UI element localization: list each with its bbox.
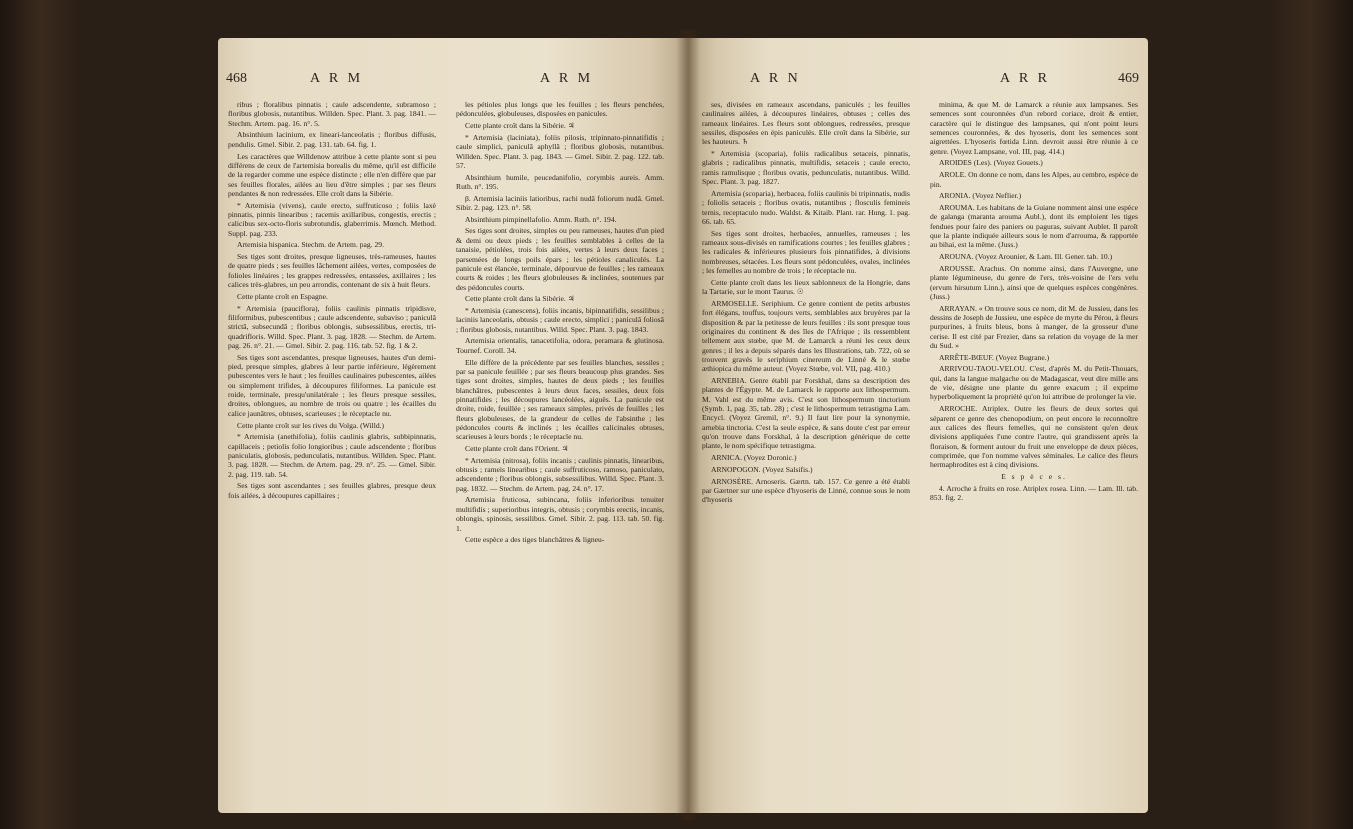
- paragraph: Cette plante croît dans l'Orient. ♃: [465, 443, 569, 453]
- paragraph: ARRAYAN. « On trouve sous ce nom, dit M. de Jussieu, dans les dessins de Joseph de Jussieu, une espèce de myrte du Pérou, à fleurs purpurines, à fruits bleus, bons à manger, de la grosseur d'une cerise. Il est cité par Frezier, dans sa relation du voyage de la mer du Sud. »: [930, 303, 1138, 350]
- paragraph: Ses tiges sont droites, presque ligneuses, très-rameuses, hautes de quatre pieds ; ses feuilles lâchement ailées, vertes, composées de folioles linéaires ; les grappes redressées, entassées, axillaires ; les calices très-glabres, un peu arrondis, contenant de six à huit fleurs.: [228, 252, 436, 290]
- paragraph: Ses tiges sont ascendantes ; ses feuilles glabres, presque deux fois ailées, à découpures capillaires ;: [228, 481, 436, 500]
- running-head: A R R: [1000, 71, 1051, 86]
- running-head: A R M: [540, 71, 594, 86]
- paragraph: ARNOPOGON. (Voyez Salsifis.): [711, 464, 813, 474]
- paragraph: AROUSSE. Arachus. On nomme ainsi, dans l'Auvergne, une plante légumineuse, du genre de l'ers, très-voisine de l'ers velu (ervum hirsutum Linn.), ainsi que de quelques espèces congénères. (Juss.): [930, 263, 1138, 301]
- paragraph: Absinthium humile, peucedanifolio, corymbis aureis. Amm. Ruth. n°. 195.: [456, 172, 664, 191]
- paragraph: ARMOSELLE. Seriphium. Ce genre contient de petits arbustes fort élégans, touffus, toujours verts, semblables aux bruyères par la disposition & par la petitesse de leurs feuilles : ils sont presque tous originaires du continent & des îles de l'Afrique ; ils ressemblent tellement aux stœbe, que M. de Lamarck a réuni les ceux deux genres ; il les a depuis séparés dans les Illustrations, tab. 722, où se trouvent gravés le seriphium cinereum de Linné & le stœbe æthiopica du même auteur. (Voyez Stœbe, vol. VII, pag. 410.): [702, 298, 910, 374]
- paragraph: Artemisia (scoparia), herbacea, foliis caulinis bi tripinnatis, nudis ; foliolis setaceis ; floribus ovatis, nutantibus ; flosculis femineis ternis, receptaculo nudo. Waldst. & Kitaib. Plant. rar. Hung. 1. pag. 66. tab. 65.: [702, 188, 910, 226]
- paragraph: ARNEBIA. Genre établi par Forskhal, dans sa description des plantes de l'Égypte. M. de Lamarck le rapporte aux lithospermum. M. Vahl est du même avis. C'est son lithospermum tinctorium (Symb. 1, pag. 35, tab. 28) ; c'est le lithospermum tetrastigma Lam. Encycl. (Voyez Gremil, n°. 9.) Il faut lire pour la synonymie, arnebia tinctoria. C'est la seule espèce, & sans doute c'est par erreur qu'on trouve dans Forskhal, à la description générique de cette plante, le nom spécifique tetrastigma.: [702, 375, 910, 451]
- paragraph: ribus ; floralibus pinnatis ; caule adscendente, subramoso ; floribus globosis, nutantibus. Willden. Spec. Plant. 3. pag. 1841. — Stechm. Artem. pag. 16. n°. 5.: [228, 100, 436, 128]
- paragraph: * Artemisia (pauciflora), foliis caulinis pinnatis tripidisve, filiformibus, pubescentibus ; caule adscendente, subaviso ; paniculâ strictâ, subsecundâ ; floribus oblongis, subsessilibus, erectis, tri-quadrifloris. Willd. Spec. Plant. 3. pag. 1828. — Stechm. de Artem. pag. 26. n°. 21. — Gmel. Sibir. 2. pag. 116. tab. 52. fig. 1 & 2.: [228, 303, 436, 350]
- paragraph: Artemisia orientalis, tanacetifolia, odora, peramara & glutinosa. Tournef. Coroll. 34.: [456, 336, 664, 355]
- paragraph: E s p è c e s.: [1001, 472, 1067, 482]
- paragraph: Cette espèce a des tiges blanchâtres & ligneu-: [465, 535, 605, 545]
- paragraph: ARNICA. (Voyez Doronic.): [711, 453, 797, 463]
- paragraph: ARRIVOU-TAOU-VELOU. C'est, d'après M. du Petit-Thouars, qui, dans la langue malgache ou de Madagascar, veut dire mille ans de vie, désigne une plante du genre exacum ; il exprime hyperboliquement la propriété qu'on lui attribue de prolonger la vie.: [930, 364, 1138, 402]
- paragraph: * Artemisia (canescens), foliis incanis, bipinnatifidis, sessilibus ; laciniis lanceolatis, obtusis ; caule erecto, simplici ; paniculâ foliosâ ; floribus globosis, nutantibus. Willd. Spec. Plant. 3. pag. 1843.: [456, 306, 664, 334]
- paragraph: Absinthium lacinium, ex lineari-lanceolatis ; floribus diffusis, pendulis. Gmel. Sibir. 2. pag. 131. tab. 64. fig. 1.: [228, 130, 436, 149]
- paragraph: Cette plante croît en Espagne.: [237, 291, 328, 301]
- paragraph: ARRÊTE-BŒUF. (Voyez Bugrane.): [939, 352, 1050, 362]
- paragraph: * Artemisia (nitrosa), foliis incanis ; caulinis pinnatis, linearibus, obtusis ; rameis linearibus ; caule suffruticoso, ramoso, paniculato, adscendente ; floribus oblongis, subsessilibus. Willd. Spec. Plant. 3. pag. 1832. — Stechm. de Artem. pag. 24. n°. 17.: [456, 455, 664, 493]
- paragraph: β. Artemisia laciniis latioribus, rachi nudâ foliorum nudâ. Gmel. Sibir. 2. pag. 123. n°. 58.: [456, 193, 664, 212]
- paragraph: ARNOSÈRE. Arnoseris. Gærtn. tab. 157. Ce genre a été établi par Gærtner sur une espèce d'hyoseris de Linné, connue sous le nom d'hyoseris: [702, 476, 910, 505]
- paragraph: Ses tiges sont droites, herbacées, annuelles, rameuses ; les rameaux sous-divisés en ramifications courtes ; les feuilles glabres ; les radicales & inférieures plusieurs fois pinnatifides, à divisions nombreuses, sétacées. Les fleurs sont pédonculées, ovales, inclinées ; les femelles au nombre de trois ; le réceptacle nu.: [702, 228, 910, 276]
- paragraph: Ses tiges sont droites, simples ou peu rameuses, hautes d'un pied & demi ou deux pieds ; les feuilles semblables à celles de la tanaisie, pétiolées, trois fois ailées, vertes à leurs deux faces ; parsemées de longs poils épars ; les pétioles canaliculés. La panicule est élancée, terminale, dépourvue de feuilles ; les rameaux courts & roides ; les fleurs globuleuses & inclinées, soutenues par des pédoncules courts.: [456, 226, 664, 292]
- paragraph: les pétioles plus longs que les feuilles ; les fleurs penchées, pédonculées, globuleuses, disposées en panicules.: [456, 100, 664, 119]
- paragraph: * Artemisia (laciniata), foliis pilosis, tripinnato-pinnatifidis ; caule simplici, paniculâ aphyllâ ; floribus globosis, nutantibus. Willden. Spec. Plant. 3. pag. 1843. — Gmel. Sibir. 2. pag. 122. tab. 57.: [456, 132, 664, 170]
- page-number: 468: [226, 71, 247, 86]
- paragraph: Elle diffère de la précédente par ses feuilles blanches, sessiles ; par sa panicule feuillée ; par ses fleurs beaucoup plus grandes. Ses tiges sont droites, simples, hautes de deux pieds ; les feuilles blanchâtres, pubescentes à leurs deux faces, sessiles, deux fois pinnatifides ; les découpures lancéolées, aiguës. La panicule est droite, roide, feuillée ; ses rameaux simples, privés de feuilles ; les fleurs globuleuses, de la grandeur de celles de l'absinthe ; les pédoncules courts & inclinés ; les écailles calicinales obtuses, scarieuses à leurs bords ; le réceptacle nu.: [456, 357, 664, 442]
- paragraph: Les caractères que Willdenow attribue à cette plante sont si peu différens de ceux de l'artemisia borealis du même, qu'il est difficile de la regarder comme une espèce distincte ; elle n'en diffère que par ses feuilles florales, ailées au lieu d'être simples ; par ses fleurs pendantes & non redressées. Elle croît dans la Sibérie.: [228, 151, 436, 198]
- paragraph: ARROCHE. Atriplex. Outre les fleurs de deux sortes qui séparent ce genre des chenopodium, on peut encore le reconnoître aux calices des fleurs femelles, qui ne consistent qu'en deux divisions appliquées l'une contre l'autre, qui grandissent après la floraison, & forment autour du fruit une enveloppe de deux pièces, comprimée, que l'on nomme valves séminales. Le calice des fleurs hermaphrodites est à cinq divisions.: [930, 404, 1138, 470]
- paragraph: AROUNA. (Voyez Arounier, & Lam. Ill. Gener. tab. 10.): [939, 252, 1113, 262]
- book-gutter: [676, 30, 700, 820]
- left-page: [218, 38, 688, 813]
- paragraph: ARONIA. (Voyez Neflier.): [939, 191, 1022, 201]
- paragraph: * Artemisia (scoparia), foliis radicalibus setaceis, pinnatis, glabris ; radicalibus pinnatis, multifidis, setaceis ; caule erecto, ramis ramulisque ; floribus ovatis, pedunculatis, nutantibus. Willd. Spec. Plant. 3. pag. 1827.: [702, 149, 910, 187]
- paragraph: Artemisia hispanica. Stechm. de Artem. pag. 29.: [237, 240, 384, 250]
- text-column: [930, 100, 1138, 505]
- paragraph: Artemisia fruticosa, subincana, foliis inferioribus tenuiter multifidis ; superioribus integris, obtusis ; corymbis erectis, incanis, oblongis, spinosis, sessilibus. Gmel. Sibir. 2. pag. 113. tab. 50. fig. 1.: [456, 495, 664, 533]
- page-number: 469: [1118, 71, 1139, 86]
- paragraph: Cette plante croît sur les rives du Volga. (Willd.): [237, 420, 385, 430]
- paragraph: * Artemisia (vivens), caule erecto, suffruticoso ; foliis laxè pinnatis, pinnis linearibus ; racemis axillaribus, congestis, erectis ; calicibus sex-octo-floris subrotundis, glaberrimis. Mœnch. Method. Suppl. pag. 233.: [228, 200, 436, 238]
- running-head: A R M: [310, 71, 364, 86]
- paragraph: AROLE. On donne ce nom, dans les Alpes, au cembro, espèce de pin.: [930, 170, 1138, 189]
- running-head: A R N: [750, 71, 801, 86]
- paragraph: AROIDES (Les). (Voyez Gouets.): [939, 158, 1043, 168]
- paragraph: AROUMA. Les habitans de la Guiane nomment ainsi une espèce de galanga (maranta arouma Aubl.), dont ils emploient les tiges fendues pour faire des paniers ou paguras, suivant Aublet. Il paroît que la plante indiquée ailleurs sous le nom d'arrouma, & rapportée au bihai, est la même. (Juss.): [930, 203, 1138, 250]
- paragraph: ses, divisées en rameaux ascendans, paniculés ; les feuilles caulinaires ailées, à découpures linéaires, obtuses ; celles des rameaux linéaires. Les fleurs sont oblongues, redressées, presque sessiles, disposées en épis paniculés. Elle croît dans la Sibérie, sur les hauteurs. ♄: [702, 100, 910, 147]
- paragraph: minima, & que M. de Lamarck a réunie aux lampsanes. Ses semences sont couronnées d'un rebord coriace, droit & entier, caractère qui le distingue des lampsanes, qui n'ont point leurs semences couronnées, & des hyoseris, dont les semences sont aigrettées. L'hyoseris fœtida Linn. devroit aussi être réunie à ce genre. (Voyez Lampsane, vol. III, pag. 414.): [930, 100, 1138, 156]
- paragraph: * Artemisia (anethifolia), foliis caulinis glabris, subbipinnatis, capillaceis ; petiolis folio longioribus ; caule adscendente ; floribus paniculatis, globosis, pedunculatis, nutantibus. Willden. Spec. Plant. 3. pag. 1828. — Stechm. de Artem. pag. 29. n°. 25. — Gmel. Sibir. 2. pag. 119. tab. 54.: [228, 432, 436, 479]
- paragraph: Ses tiges sont ascendantes, presque ligneuses, hautes d'un demi-pied, presque simples, glabres à leur partie inférieure, légèrement pubescentes vers le haut ; les feuilles caulinaires pubescentes, ailées ou simplement trifides, à découpures filiformes. La panicule est roide, terminale, presqu'unilatérale ; les fleurs presque sessiles, droites, oblongues, au nombre de trois ou quatre ; les écailles du calice jaunâtres, obtuses, scarieuses ; le réceptacle nu.: [228, 352, 436, 418]
- paragraph: Cette plante croît dans les lieux sablonneux de la Hongrie, dans la Tartarie, sur le mont Taurus. ☉: [702, 277, 910, 297]
- paragraph: Cette plante croît dans la Sibérie. ♃: [465, 121, 575, 131]
- paragraph: Absinthium pimpinellafolio. Amm. Ruth. n°. 194.: [465, 214, 617, 224]
- right-page: [688, 38, 1148, 813]
- text-column: [228, 100, 436, 502]
- paragraph: 4. Arroche à fruits en rose. Atriplex rosea. Linn. — Lam. Ill. tab. 853. fig. 2.: [930, 483, 1138, 503]
- text-column: [456, 100, 664, 547]
- paragraph: Cette plante croît dans la Sibérie. ♃: [465, 294, 575, 304]
- text-column: [702, 100, 910, 507]
